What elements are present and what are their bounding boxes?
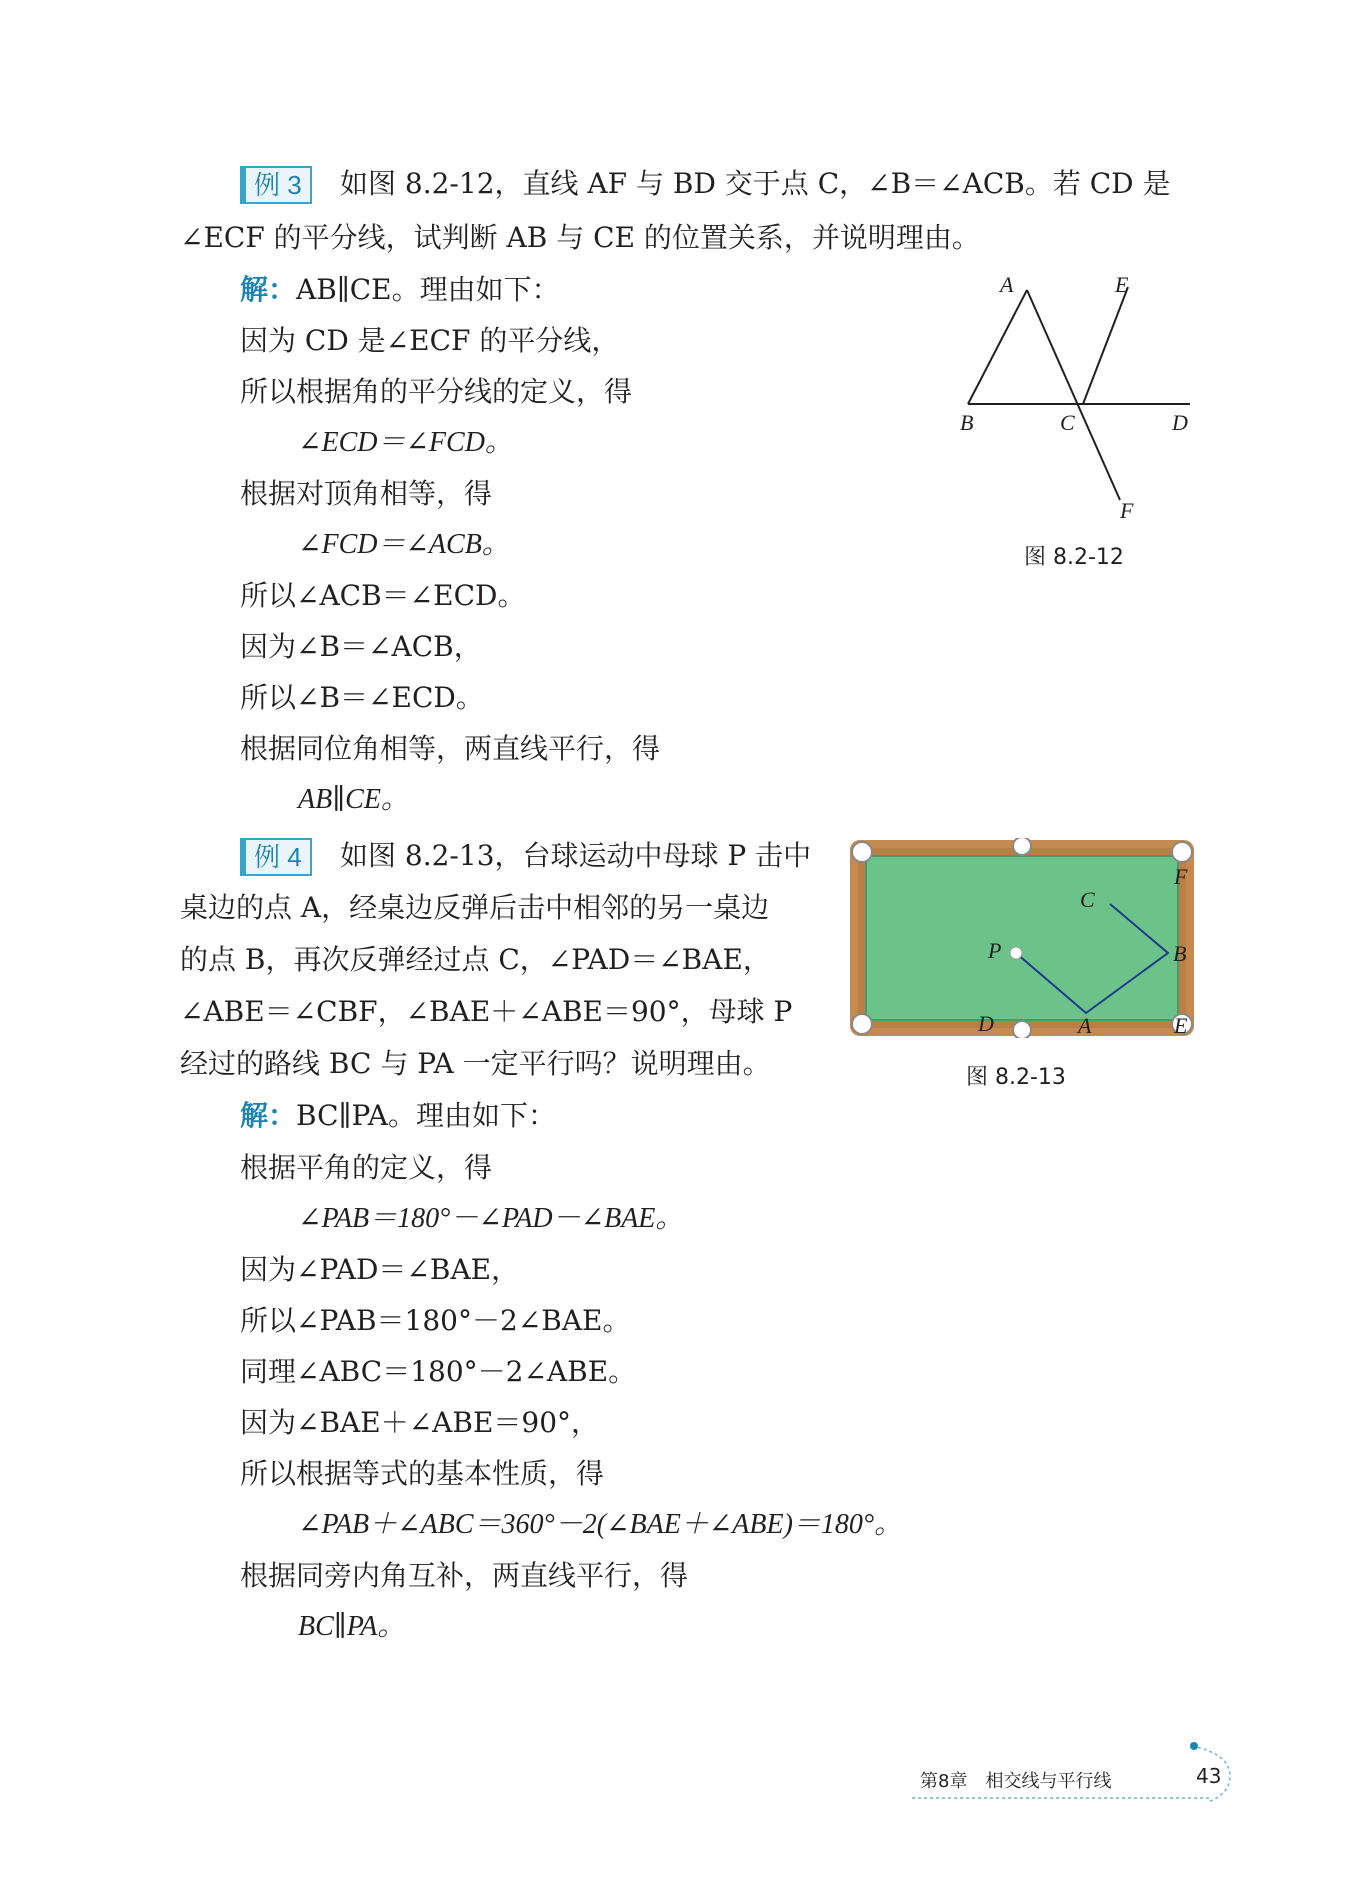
ray-ce [1083, 287, 1128, 404]
label-f: F [1120, 498, 1134, 523]
example-3-solution-line-4: ∠ECD＝∠FCD。 [298, 427, 513, 458]
pocket-bottom-middle [1013, 1021, 1031, 1038]
label-b: B [960, 410, 974, 435]
example-4-solution-line-10: 根据同旁内角互补，两直线平行，得 [240, 1559, 689, 1592]
example-3-line-1: 如图 8.2-12，直线 AF 与 BD 交于点 C，∠B＝∠ACB。若 CD 是 [340, 167, 1171, 200]
example-4-solution-line-3: ∠PAB＝180°－∠PAD－∠BAE。 [298, 1203, 684, 1234]
label-e: E [1174, 1013, 1188, 1038]
label-b: B [1173, 941, 1187, 966]
label-d: D [1172, 410, 1188, 435]
pocket-top-right [1172, 842, 1192, 862]
example-3-solution-line-1 [240, 270, 560, 310]
example-4-line-3: 的点 B，再次反弹经过点 C，∠PAD＝∠BAE， [180, 943, 771, 976]
figure-8-2-12 [950, 270, 1210, 530]
example-3-solution-line-10: 根据同位角相等，两直线平行，得 [240, 732, 661, 765]
label-c: C [1060, 410, 1075, 435]
example-3-line-2: ∠ECF 的平分线，试判断 AB 与 CE 的位置关系，并说明理由。 [180, 221, 980, 254]
pocket-bottom-left [852, 1014, 872, 1034]
label-p: P [988, 938, 1002, 963]
label-a: A [1078, 1013, 1092, 1038]
label-e: E [1115, 272, 1129, 297]
label-a: A [1000, 272, 1014, 297]
example-4-solution-line-11: BC∥PA。 [298, 1611, 406, 1642]
example-3-solution-line-7: 所以∠ACB＝∠ECD。 [240, 579, 526, 612]
label-f: F [1174, 864, 1188, 889]
label-d: D [978, 1011, 994, 1036]
solution-label: 解： [240, 1099, 297, 1132]
example-4-line-1: 如图 8.2-13，台球运动中母球 P 击中 [340, 839, 812, 872]
example-3-solution-line-9: 所以∠B＝∠ECD。 [240, 681, 484, 714]
example-3-solution-line-8: 因为∠B＝∠ACB， [240, 630, 482, 663]
example-3-solution-line-3: 所以根据角的平分线的定义，得 [240, 375, 633, 408]
label-c: C [1080, 887, 1095, 912]
example-4-solution-line-1 [240, 1096, 556, 1136]
page-number: 43 [1196, 1764, 1222, 1788]
figure-8-2-13-caption: 图 8.2-13 [966, 1065, 1066, 1090]
example-3-solution-line-11: AB∥CE。 [298, 784, 409, 815]
example-4-line-4: ∠ABE＝∠CBF，∠BAE＋∠ABE＝90°，母球 P [180, 995, 793, 1028]
segment-ab [968, 290, 1027, 404]
example-4-badge: 例 4 [244, 838, 312, 876]
example-4-solution-line-6: 同理∠ABC＝180°－2∠ABE。 [240, 1355, 637, 1388]
solution-label: 解： [240, 273, 297, 306]
example-4-solution-line-9: ∠PAB＋∠ABC＝360°－2(∠BAE＋∠ABE)＝180°。 [298, 1509, 903, 1540]
pocket-top-left [852, 842, 872, 862]
figure-8-2-12-caption: 图 8.2-12 [1024, 545, 1124, 570]
table-felt [866, 856, 1178, 1020]
example-4-line-2: 桌边的点 A，经桌边反弹后击中相邻的另一桌边 [180, 891, 770, 924]
footer-decoration [912, 1736, 1242, 1806]
example-3-solution-line-2: 因为 CD 是∠ECF 的平分线， [240, 324, 620, 357]
solution-text: BC∥PA。理由如下： [296, 1099, 556, 1132]
example-4-solution-line-2: 根据平角的定义，得 [240, 1151, 493, 1184]
example-3-solution-line-5: 根据对顶角相等，得 [240, 477, 493, 510]
example-4-line-5: 经过的路线 BC 与 PA 一定平行吗？说明理由。 [180, 1047, 771, 1080]
solution-text: AB∥CE。理由如下： [296, 273, 560, 306]
pocket-top-middle [1013, 838, 1031, 855]
example-4-solution-line-8: 所以根据等式的基本性质，得 [240, 1457, 605, 1490]
example-4-solution-line-5: 所以∠PAB＝180°－2∠BAE。 [240, 1304, 631, 1337]
example-4-solution-line-4: 因为∠PAD＝∠BAE， [240, 1253, 520, 1286]
figure-8-2-13 [848, 838, 1198, 1038]
example-4-solution-line-7: 因为∠BAE＋∠ABE＝90°， [240, 1406, 600, 1439]
example-3-badge: 例 3 [244, 166, 312, 204]
cue-ball-p [1010, 947, 1022, 959]
example-3-solution-line-6: ∠FCD＝∠ACB。 [298, 529, 510, 560]
footer-chapter-title: 第8章 相交线与平行线 [920, 1771, 1112, 1792]
line-af [1027, 290, 1120, 500]
